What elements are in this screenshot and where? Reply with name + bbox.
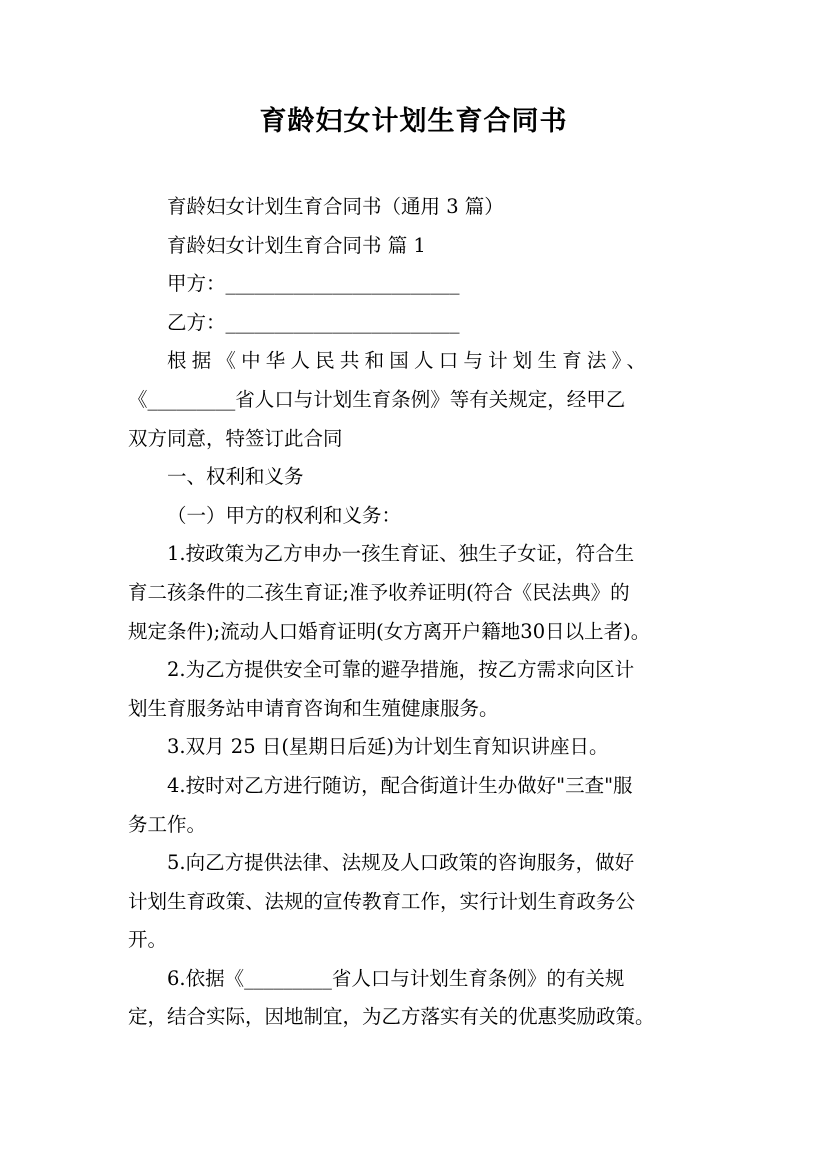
- section-heading: 育龄妇女计划生育合同书 篇 1: [167, 233, 426, 257]
- document-body: [128, 188, 706, 1037]
- chapter-heading: 一、权利和义务: [167, 465, 304, 489]
- subsection-heading: （一）甲方的权利和义务：: [167, 503, 402, 527]
- item-line: 定，结合实际，因地制宜，为乙方落实有关的优惠奖励政策。: [128, 1005, 655, 1029]
- item-line: 划生育服务站申请育咨询和生殖健康服务。: [128, 696, 499, 720]
- party-a-field: 甲方：________________________: [167, 272, 460, 296]
- preamble-line: 双方同意，特签订此合同: [128, 426, 343, 450]
- item-line: 6.依据《_________省人口与计划生育条例》的有关规: [167, 966, 625, 990]
- list-item: [128, 535, 706, 651]
- preamble-line: 根据《中华人民共和国人口与计划生育法》、: [167, 349, 652, 373]
- item-line: 务工作。: [128, 812, 207, 836]
- list-item: [128, 960, 706, 1037]
- item-line: 规定条件);流动人口婚育证明(女方离开户籍地30日以上者)。: [128, 619, 651, 643]
- list-item: [128, 767, 706, 844]
- item-line: 计划生育政策、法规的宣传教育工作，实行计划生育政务公: [128, 889, 636, 913]
- item-line: 1.按政策为乙方申办一孩生育证、独生子女证，符合生: [167, 542, 635, 566]
- preamble-line: 《_________省人口与计划生育条例》等有关规定，经甲乙: [128, 387, 626, 411]
- item-line: 5.向乙方提供法律、法规及人口政策的咨询服务，做好: [167, 851, 635, 875]
- preamble-paragraph: [128, 342, 706, 458]
- item-line: 4.按时对乙方进行随访，配合街道计生办做好"三查"服: [167, 773, 633, 797]
- item-line: 3.双月 25 日(星期日后延)为计划生育知识讲座日。: [167, 735, 609, 759]
- document-subtitle: 育龄妇女计划生育合同书（通用 3 篇）: [167, 195, 504, 218]
- list-item: [128, 844, 706, 960]
- item-line: 开。: [128, 928, 168, 952]
- document-title: 育龄妇女计划生育合同书: [259, 106, 568, 137]
- item-line: 2.为乙方提供安全可靠的避孕措施，按乙方需求向区计: [167, 658, 635, 682]
- item-line: 育二孩条件的二孩生育证;准予收养证明(符合《民法典》的: [128, 580, 630, 604]
- party-b-field: 乙方：________________________: [167, 310, 460, 334]
- list-item: [128, 651, 706, 728]
- list-item: [128, 728, 706, 767]
